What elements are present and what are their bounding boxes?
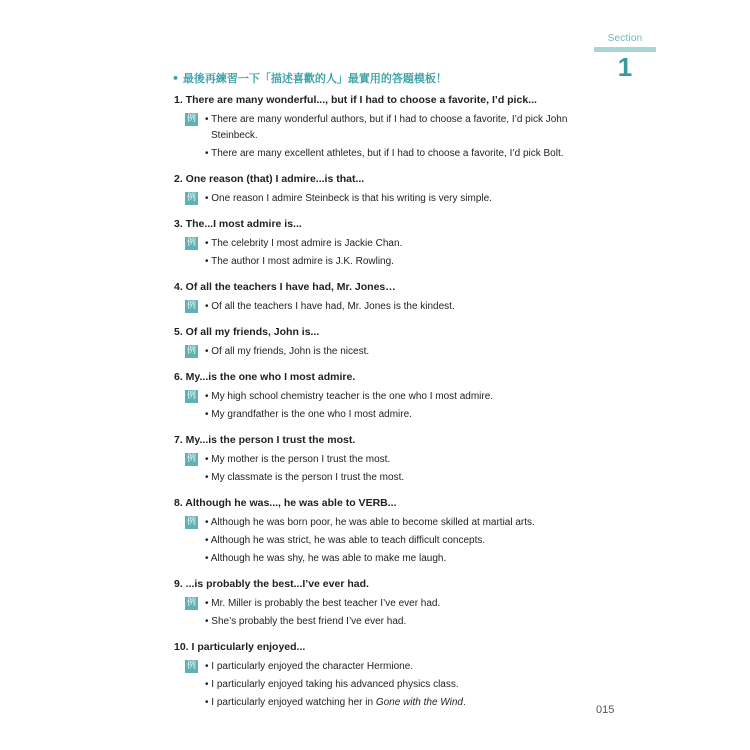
examples-block [174,112,614,162]
example-sentence: • Although he was strict, he was able to teach difficult concepts. [205,535,486,546]
example-sentence: • The author I most admire is J.K. Rowling. [205,256,394,267]
template-heading: 7. My...is the person I trust the most. [174,434,356,446]
section-label: Section [607,33,643,44]
template-item [174,325,614,360]
template-heading: 9. ...is probably the best...I’ve ever had. [174,578,369,590]
examples-block [174,191,614,207]
example-sentence: • Of all my friends, John is the nicest. [205,346,370,357]
section-tab [594,33,656,80]
examples-block [174,389,614,423]
examples-block [174,515,614,567]
example-sentence: • Although he was born poor, he was able to become skilled at martial arts. [205,517,535,528]
examples-block [174,344,614,360]
example-sentence: • My mother is the person I trust the most. [205,454,391,465]
example-sentence: • She’s probably the best friend I’ve ever had. [205,616,407,627]
example-badge-icon: 例 [186,238,196,248]
examples-block [174,452,614,486]
example-badge-icon: 例 [186,301,196,311]
section-number: 1 [617,52,633,82]
example-badge-icon: 例 [186,598,196,608]
template-item [174,280,614,315]
template-heading: 1. There are many wonderful..., but if I had to choose a favorite, I’d pick... [174,94,537,106]
example-sentence: • The celebrity I most admire is Jackie Chan. [205,238,403,249]
template-item [174,496,614,567]
example-badge-icon: 例 [186,346,196,356]
template-item [174,172,614,207]
example-sentence: • There are many wonderful authors, but if I had to choose a favorite, I’d pick John Steinbeck. [205,114,568,141]
example-sentence: • My grandfather is the one who I most admire. [205,409,412,420]
template-heading: 4. Of all the teachers I have had, Mr. Jones… [174,281,396,293]
example-sentence: • I particularly enjoyed watching her in Gone with the Wind. [205,697,466,708]
examples-block [174,236,614,270]
template-item [174,577,614,630]
example-sentence: • One reason I admire Steinbeck is that his writing is very simple. [205,193,492,204]
example-badge-icon: 例 [186,114,196,124]
template-heading: 3. The...I most admire is... [174,218,302,230]
template-item [174,93,614,162]
examples-block [174,659,614,711]
example-sentence: • My classmate is the person I trust the most. [205,472,405,483]
example-sentence: • Of all the teachers I have had, Mr. Jones is the kindest. [205,301,455,312]
template-heading: 6. My...is the one who I most admire. [174,371,356,383]
page-number: 015 [596,704,615,716]
example-sentence: • I particularly enjoyed taking his advanced physics class. [205,679,459,690]
examples-block [174,299,614,315]
example-badge-icon: 例 [186,517,196,527]
intro-text: 最後再練習一下「描述喜歡的人」最實用的答題模板！ [182,72,447,85]
example-badge-icon: 例 [186,193,196,203]
example-badge-icon: 例 [186,454,196,464]
example-sentence: • Mr. Miller is probably the best teacher I’ve ever had. [205,598,441,609]
example-sentence: • I particularly enjoyed the character Hermione. [205,661,414,672]
template-item [174,640,614,711]
example-sentence: • My high school chemistry teacher is the one who I most admire. [205,391,494,402]
template-item [174,370,614,423]
intro-bullet: • [172,72,180,85]
template-heading: 10. I particularly enjoyed... [174,641,306,653]
example-badge-icon: 例 [186,661,196,671]
intro-line [172,70,447,86]
template-heading: 2. One reason (that) I admire...is that... [174,173,365,185]
template-list [174,93,614,721]
template-item [174,433,614,486]
example-sentence: • Although he was shy, he was able to make me laugh. [205,553,447,564]
example-badge-icon: 例 [186,391,196,401]
template-heading: 5. Of all my friends, John is... [174,326,320,338]
template-heading: 8. Although he was..., he was able to VERB... [174,497,397,509]
example-sentence: • There are many excellent athletes, but if I had to choose a favorite, I’d pick Bolt. [205,148,564,159]
examples-block [174,596,614,630]
template-item [174,217,614,270]
